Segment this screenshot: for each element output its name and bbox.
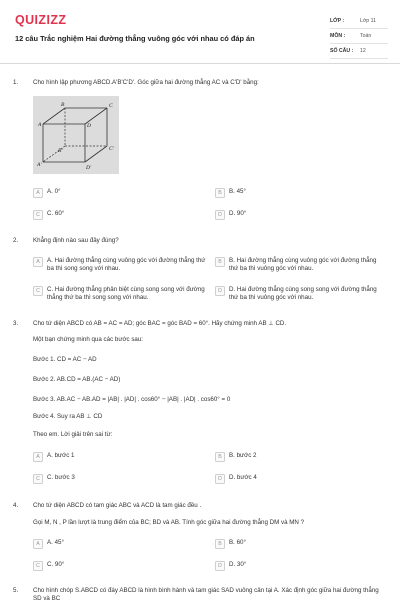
- option-text: B. bước 2: [229, 452, 257, 459]
- option-text: B. 45°: [229, 188, 246, 195]
- answer-option-c[interactable]: [33, 561, 208, 571]
- quizizz-logo: QUIZIZZ: [15, 13, 67, 27]
- meta-row-class: [330, 14, 388, 29]
- option-text: D. Hai đường thẳng cùng song song với đường thẳng thứ ba thì vuông góc với nhau.: [229, 286, 377, 301]
- answer-option-d[interactable]: [215, 286, 385, 302]
- vertex-label: D: [87, 123, 91, 129]
- option-text: A. 0°: [47, 188, 61, 195]
- vertex-label: B: [61, 102, 65, 108]
- vertex-label: A': [37, 162, 42, 168]
- meta-key: MÔN :: [330, 33, 346, 39]
- question-number: 2.: [13, 237, 19, 244]
- meta-key: SỐ CÂU :: [330, 48, 354, 54]
- answer-option-a[interactable]: [33, 188, 208, 198]
- meta-value: 12: [360, 48, 366, 54]
- proof-step-1: Bước 1. CD = AC − AD: [33, 356, 97, 363]
- option-letter: D: [215, 210, 225, 220]
- question-text: Khẳng định nào sau đây đúng?: [33, 237, 119, 244]
- option-text: D. 90°: [229, 210, 247, 217]
- option-text: A. bước 1: [47, 452, 75, 459]
- meta-row-subject: [330, 29, 388, 44]
- option-letter: A: [33, 257, 43, 267]
- option-letter: A: [33, 539, 43, 549]
- option-letter: C: [33, 561, 43, 571]
- question-detail: Gọi M, N , P lần lượt là trung điểm của BC; BD và AB. Tính góc giữa hai đường thẳng DM và MN ?: [33, 519, 305, 526]
- option-text: C. Hai đường thẳng phân biệt cùng song song với đường thẳng thứ ba thì song song với nhau.: [47, 286, 205, 301]
- option-letter: A: [33, 188, 43, 198]
- answer-option-a[interactable]: [33, 257, 208, 273]
- proof-step-3: Bước 3. AB.AC − AB.AD = |AB| . |AD| . cos60° − |AB| . |AD| . cos60° = 0: [33, 396, 231, 403]
- proof-intro: Một bạn chứng minh qua các bước sau:: [33, 336, 144, 343]
- option-letter: B: [215, 188, 225, 198]
- answer-option-d[interactable]: [215, 474, 385, 484]
- option-text: C. bước 3: [47, 474, 75, 481]
- option-text: B. Hai đường thẳng cùng vuông góc với đường thẳng thứ ba thì vuông góc với nhau.: [229, 257, 377, 272]
- option-text: A. 45°: [47, 539, 64, 546]
- option-text: D. 30°: [229, 561, 247, 568]
- cube-figure: [33, 96, 119, 174]
- option-letter: C: [33, 474, 43, 484]
- answer-option-b[interactable]: [215, 452, 385, 462]
- answer-option-c[interactable]: [33, 286, 208, 302]
- option-text: C. 90°: [47, 561, 65, 568]
- meta-value: Lớp 11: [360, 18, 376, 24]
- answer-option-d[interactable]: [215, 210, 385, 220]
- option-letter: D: [215, 561, 225, 571]
- meta-key: LỚP :: [330, 18, 345, 24]
- header-divider: [0, 63, 400, 64]
- question-text: Cho hình lập phương ABCD.A'B'C'D'. Góc giữa hai đường thẳng AC và C'D' bằng:: [33, 79, 259, 86]
- question-number: 5.: [13, 587, 19, 594]
- answer-option-b[interactable]: [215, 257, 385, 273]
- option-letter: B: [215, 257, 225, 267]
- option-letter: D: [215, 474, 225, 484]
- answer-option-c[interactable]: [33, 474, 208, 484]
- answer-option-a[interactable]: [33, 452, 208, 462]
- meta-panel: [330, 14, 388, 59]
- answer-option-b[interactable]: [215, 188, 385, 198]
- vertex-label: C: [109, 103, 113, 109]
- option-letter: D: [215, 286, 225, 296]
- answer-option-a[interactable]: [33, 539, 208, 549]
- proof-question: Theo em. Lời giải trên sai từ:: [33, 431, 113, 438]
- option-letter: C: [33, 210, 43, 220]
- option-letter: C: [33, 286, 43, 296]
- vertex-label: A: [38, 122, 42, 128]
- question-text: Cho hình chóp S.ABCD có đáy ABCD là hình bình hành và tam giác SAD vuông cân tại A. Xác định góc giữa hai đường thẳng SD và BC: [33, 587, 379, 603]
- vertex-label: D': [86, 165, 92, 171]
- proof-step-4: Bước 4. Suy ra AB ⊥ CD: [33, 413, 103, 420]
- question-number: 4.: [13, 502, 19, 509]
- option-text: D. bước 4: [229, 474, 257, 481]
- option-letter: B: [215, 452, 225, 462]
- answer-option-c[interactable]: [33, 210, 208, 220]
- option-text: B. 60°: [229, 539, 246, 546]
- option-text: C. 60°: [47, 210, 65, 217]
- meta-row-count: [330, 44, 388, 59]
- meta-value: Toán: [360, 33, 372, 39]
- proof-step-2: Bước 2. AB.CD = AB.(AC − AD): [33, 376, 121, 383]
- question-text: Cho tứ diện ABCD có tam giác ABC và ACD là tam giác đều .: [33, 502, 202, 509]
- option-letter: A: [33, 452, 43, 462]
- option-text: A. Hai đường thẳng cùng vuông góc với đường thẳng thứ ba thì song song với nhau.: [47, 257, 206, 272]
- answer-option-d[interactable]: [215, 561, 385, 571]
- answer-option-b[interactable]: [215, 539, 385, 549]
- vertex-label: C': [109, 146, 114, 152]
- page-title: 12 câu Trắc nghiệm Hai đường thẳng vuông góc với nhau có đáp án: [15, 34, 255, 43]
- option-letter: B: [215, 539, 225, 549]
- question-number: 1.: [13, 79, 19, 86]
- question-text: Cho tứ diện ABCD có AB = AC = AD; góc BAC = góc BAD = 60°. Hãy chứng minh AB ⊥ CD.: [33, 320, 287, 327]
- question-number: 3.: [13, 320, 19, 327]
- vertex-label: B': [58, 148, 63, 154]
